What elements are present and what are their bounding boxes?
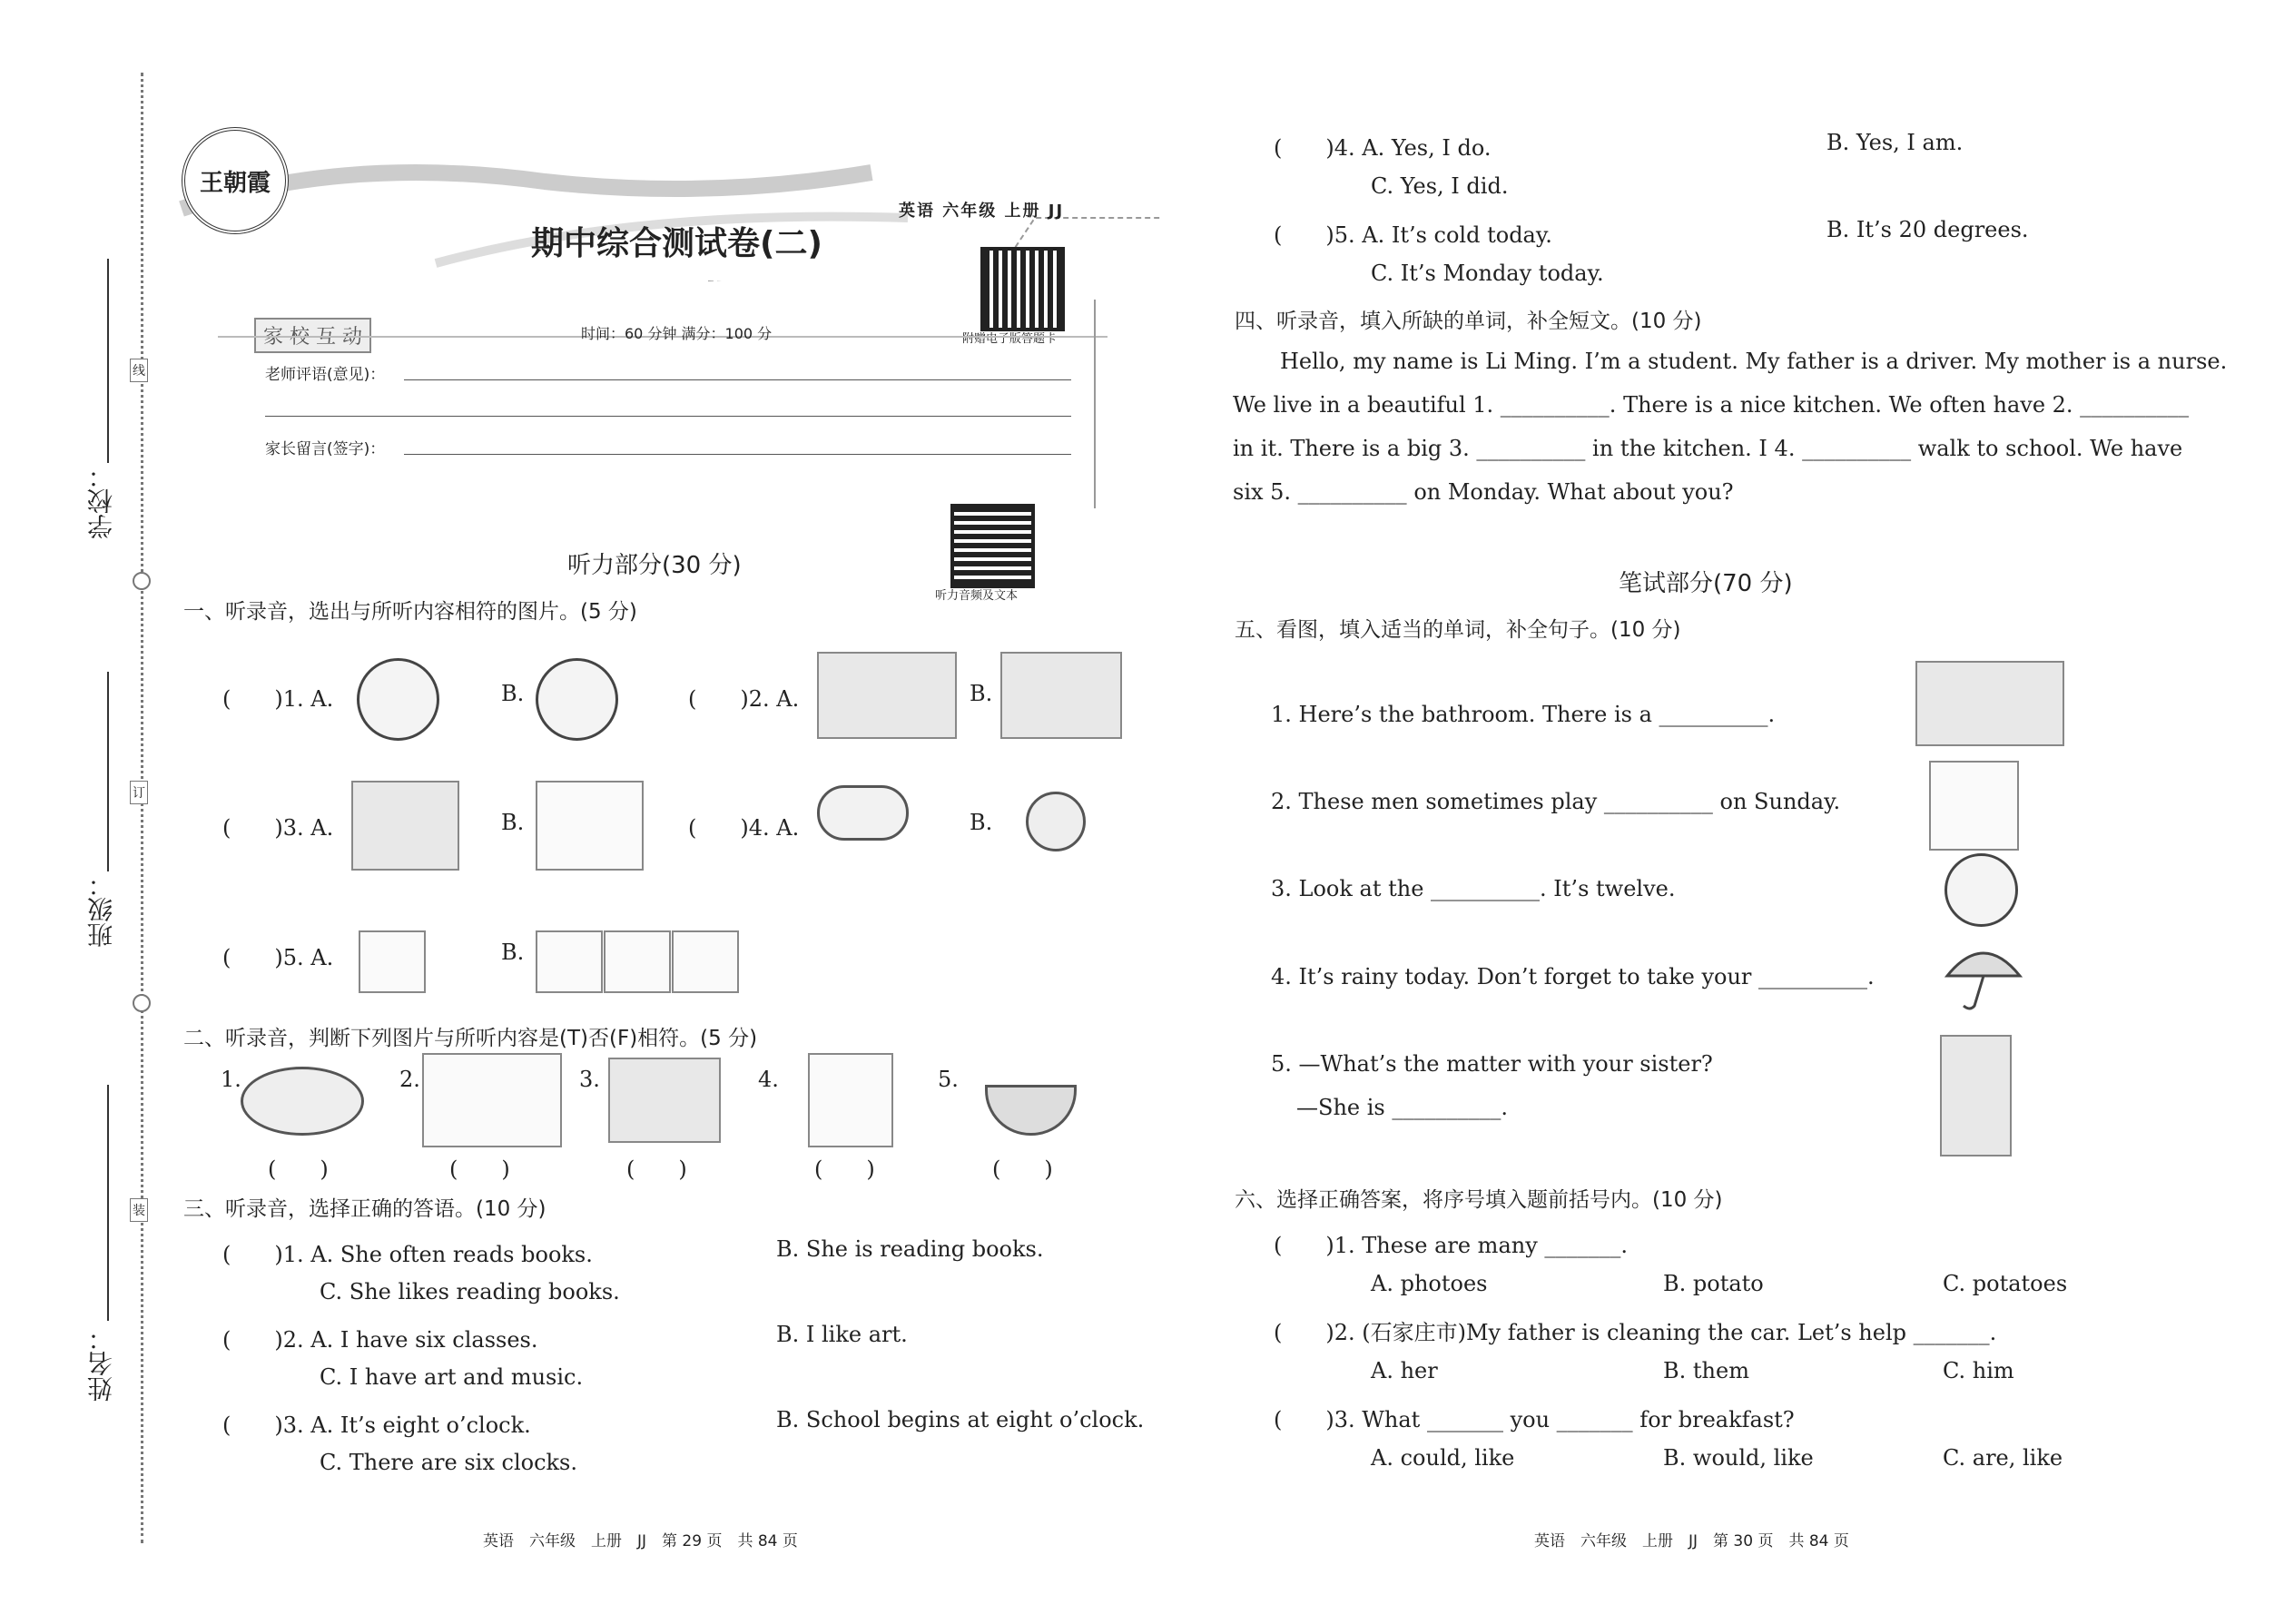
qr-code-audio xyxy=(950,504,1035,588)
left-footer: 英语 六年级 上册 JJ 第 29 页 共 84 页 xyxy=(483,1532,798,1550)
s1-q1: ( )1. A. xyxy=(222,686,334,712)
s3-q4-c: C. Yes, I did. xyxy=(1371,173,1509,199)
s6-q3: ( )3. What _______ you _______ for breakfast? xyxy=(1274,1407,1795,1432)
qr1-caption: 附赠电子版答题卡 xyxy=(962,332,1058,346)
kitchen-image xyxy=(817,652,957,739)
s1-q1-b: B. xyxy=(501,681,525,706)
s2-paren-1: ( ) xyxy=(268,1156,329,1182)
boy-sweeping-image xyxy=(808,1053,893,1147)
s5-item-2: 2. These men sometimes play __________ on Sunday. xyxy=(1271,789,1841,814)
s3-q3: ( )3. A. It’s eight o’clock. xyxy=(222,1412,531,1438)
boxes-image xyxy=(604,930,671,993)
s6-q2-a: A. her xyxy=(1371,1358,1438,1383)
right-footer: 英语 六年级 上册 JJ 第 30 页 共 84 页 xyxy=(1534,1532,1849,1550)
seal-char-1: 线 xyxy=(130,359,148,382)
s2-num-1: 1. xyxy=(221,1067,241,1092)
kids-seesaw-image xyxy=(422,1053,562,1147)
s3-q4-b: B. Yes, I am. xyxy=(1826,130,1964,155)
s2-num-5: 5. xyxy=(938,1067,959,1092)
s3-q2: ( )2. A. I have six classes. xyxy=(222,1327,538,1353)
s1-q4: ( )4. A. xyxy=(688,815,800,841)
s3-q3-c: C. There are six clocks. xyxy=(320,1450,578,1475)
s2-paren-5: ( ) xyxy=(992,1156,1053,1182)
s4-line-3: in it. There is a big 3. __________ in the kitchen. I 4. __________ walk to school. We have xyxy=(1233,436,2183,461)
class-underline xyxy=(107,672,109,871)
s1-q3-b: B. xyxy=(501,810,525,835)
sun-icon xyxy=(1026,792,1086,851)
parent-message-line xyxy=(404,454,1071,455)
series-meta: 英语 六年级 上册 JJ xyxy=(899,202,1065,221)
park-image xyxy=(608,1058,721,1143)
s6-title: 六、选择正确答案，将序号填入题前括号内。(10 分) xyxy=(1235,1188,1723,1212)
s6-q2-b: B. them xyxy=(1663,1358,1749,1383)
box-image xyxy=(359,930,426,993)
clock-icon xyxy=(1944,853,2018,927)
s3-q5-b: B. It’s 20 degrees. xyxy=(1826,217,2029,242)
home-school-badge: 家 校 互 动 xyxy=(254,318,371,353)
parent-message-label: 家长留言(签字)： xyxy=(265,440,386,458)
map-image xyxy=(241,1067,364,1136)
s3-q1-b: B. She is reading books. xyxy=(776,1236,1044,1262)
school-label: 学校： xyxy=(86,463,116,539)
name-label: 姓名： xyxy=(86,1325,116,1402)
s5-title: 五、看图，填入适当的单词，补全句子。(10 分) xyxy=(1235,618,1681,642)
s5-item-5-answer: —She is __________. xyxy=(1296,1095,1508,1120)
s2-num-4: 4. xyxy=(758,1067,779,1092)
boxes-image xyxy=(672,930,739,993)
s1-q4-b: B. xyxy=(970,810,993,835)
qr2-caption: 听力音频及文本 xyxy=(935,589,1019,603)
school-underline xyxy=(107,259,109,463)
s5-item-4: 4. It’s rainy today. Don’t forget to take your __________. xyxy=(1271,964,1875,989)
s6-q1-b: B. potato xyxy=(1663,1271,1764,1296)
s3-q1: ( )1. A. She often reads books. xyxy=(222,1242,593,1267)
s6-q1: ( )1. These are many _______. xyxy=(1274,1233,1629,1258)
rain-cloud-icon xyxy=(817,785,909,841)
teacher-comment-line-2 xyxy=(265,416,1071,417)
s6-q1-c: C. potatoes xyxy=(1943,1271,2068,1296)
s3-q2-c: C. I have art and music. xyxy=(320,1364,584,1390)
s1-q5: ( )5. A. xyxy=(222,945,334,970)
s5-item-3: 3. Look at the __________. It’s twelve. xyxy=(1271,876,1676,901)
binding-dot xyxy=(133,994,151,1012)
qr-code-answer-card xyxy=(980,247,1065,331)
frame-right-rule xyxy=(1094,300,1096,508)
s2-paren-3: ( ) xyxy=(626,1156,687,1182)
s6-q3-b: B. would, like xyxy=(1663,1445,1814,1471)
s6-q1-a: A. photoes xyxy=(1371,1271,1488,1296)
men-playing-image xyxy=(1929,761,2019,851)
books-image xyxy=(351,781,459,871)
s1-title: 一、听录音，选出与所听内容相符的图片。(5 分) xyxy=(183,600,637,624)
s5-item-5: 5. —What’s the matter with your sister? xyxy=(1271,1051,1713,1077)
page-title: 期中综合测试卷(二) xyxy=(531,225,822,262)
s1-q3: ( )3. A. xyxy=(222,815,334,841)
s4-line-4: six 5. __________ on Monday. What about you? xyxy=(1233,479,1734,505)
s6-q3-c: C. are, like xyxy=(1943,1445,2063,1471)
seal-char-2: 订 xyxy=(130,781,148,804)
binding-dotted-line xyxy=(141,73,143,1543)
s2-paren-4: ( ) xyxy=(814,1156,875,1182)
umbrella-icon xyxy=(1938,935,2024,1012)
s1-q2-b: B. xyxy=(970,681,993,706)
binding-dot xyxy=(133,572,151,590)
s3-q3-b: B. School begins at eight o’clock. xyxy=(776,1407,1145,1432)
s6-q3-a: A. could, like xyxy=(1371,1445,1515,1471)
s3-q5: ( )5. A. It’s cold today. xyxy=(1274,222,1552,248)
s4-title: 四、听录音，填入所缺的单词，补全短文。(10 分) xyxy=(1235,310,1702,333)
bike-image xyxy=(536,781,644,871)
s3-q4: ( )4. A. Yes, I do. xyxy=(1274,135,1492,161)
written-section-title: 笔试部分(70 分) xyxy=(1619,570,1793,597)
s1-q5-b: B. xyxy=(501,940,525,965)
s5-item-1: 1. Here’s the bathroom. There is a __________. xyxy=(1271,702,1776,727)
bathroom-image xyxy=(1000,652,1122,739)
listening-section-title: 听力部分(30 分) xyxy=(567,552,742,579)
teacher-comment-label: 老师评语(意见)： xyxy=(265,366,386,384)
bathtub-image xyxy=(1915,661,2064,746)
teacher-comment-line xyxy=(404,379,1071,380)
class-label: 班级： xyxy=(86,871,116,948)
brand-name: 王朝霞 xyxy=(199,169,271,197)
s3-q5-c: C. It’s Monday today. xyxy=(1371,261,1604,286)
s6-q2: ( )2. (石家庄市)My father is cleaning the car. Let’s help _______. xyxy=(1274,1320,1997,1345)
s2-paren-2: ( ) xyxy=(449,1156,510,1182)
boxes-image xyxy=(536,930,603,993)
sick-girl-image xyxy=(1940,1035,2012,1156)
brand-logo xyxy=(182,127,289,234)
name-underline xyxy=(107,1085,109,1321)
s2-num-3: 3. xyxy=(579,1067,600,1092)
clock-icon xyxy=(357,658,439,741)
s4-line-1: Hello, my name is Li Ming. I’m a student. My father is a driver. My mother is a nurse. xyxy=(1280,349,2228,374)
s2-num-2: 2. xyxy=(399,1067,420,1092)
time-info: 时间：60 分钟 满分：100 分 xyxy=(581,325,773,342)
soup-bowl-image xyxy=(985,1085,1077,1136)
s3-title: 三、听录音，选择正确的答语。(10 分) xyxy=(183,1197,546,1221)
seal-char-3: 装 xyxy=(130,1198,148,1222)
s2-title: 二、听录音，判断下列图片与所听内容是(T)否(F)相符。(5 分) xyxy=(183,1027,758,1050)
clock-icon xyxy=(536,658,618,741)
s4-line-2: We live in a beautiful 1. __________. There is a nice kitchen. We often have 2. __________ xyxy=(1233,392,2190,418)
s3-q2-b: B. I like art. xyxy=(776,1322,908,1347)
s1-q2: ( )2. A. xyxy=(688,686,800,712)
s6-q2-c: C. him xyxy=(1943,1358,2014,1383)
s3-q1-c: C. She likes reading books. xyxy=(320,1279,620,1304)
